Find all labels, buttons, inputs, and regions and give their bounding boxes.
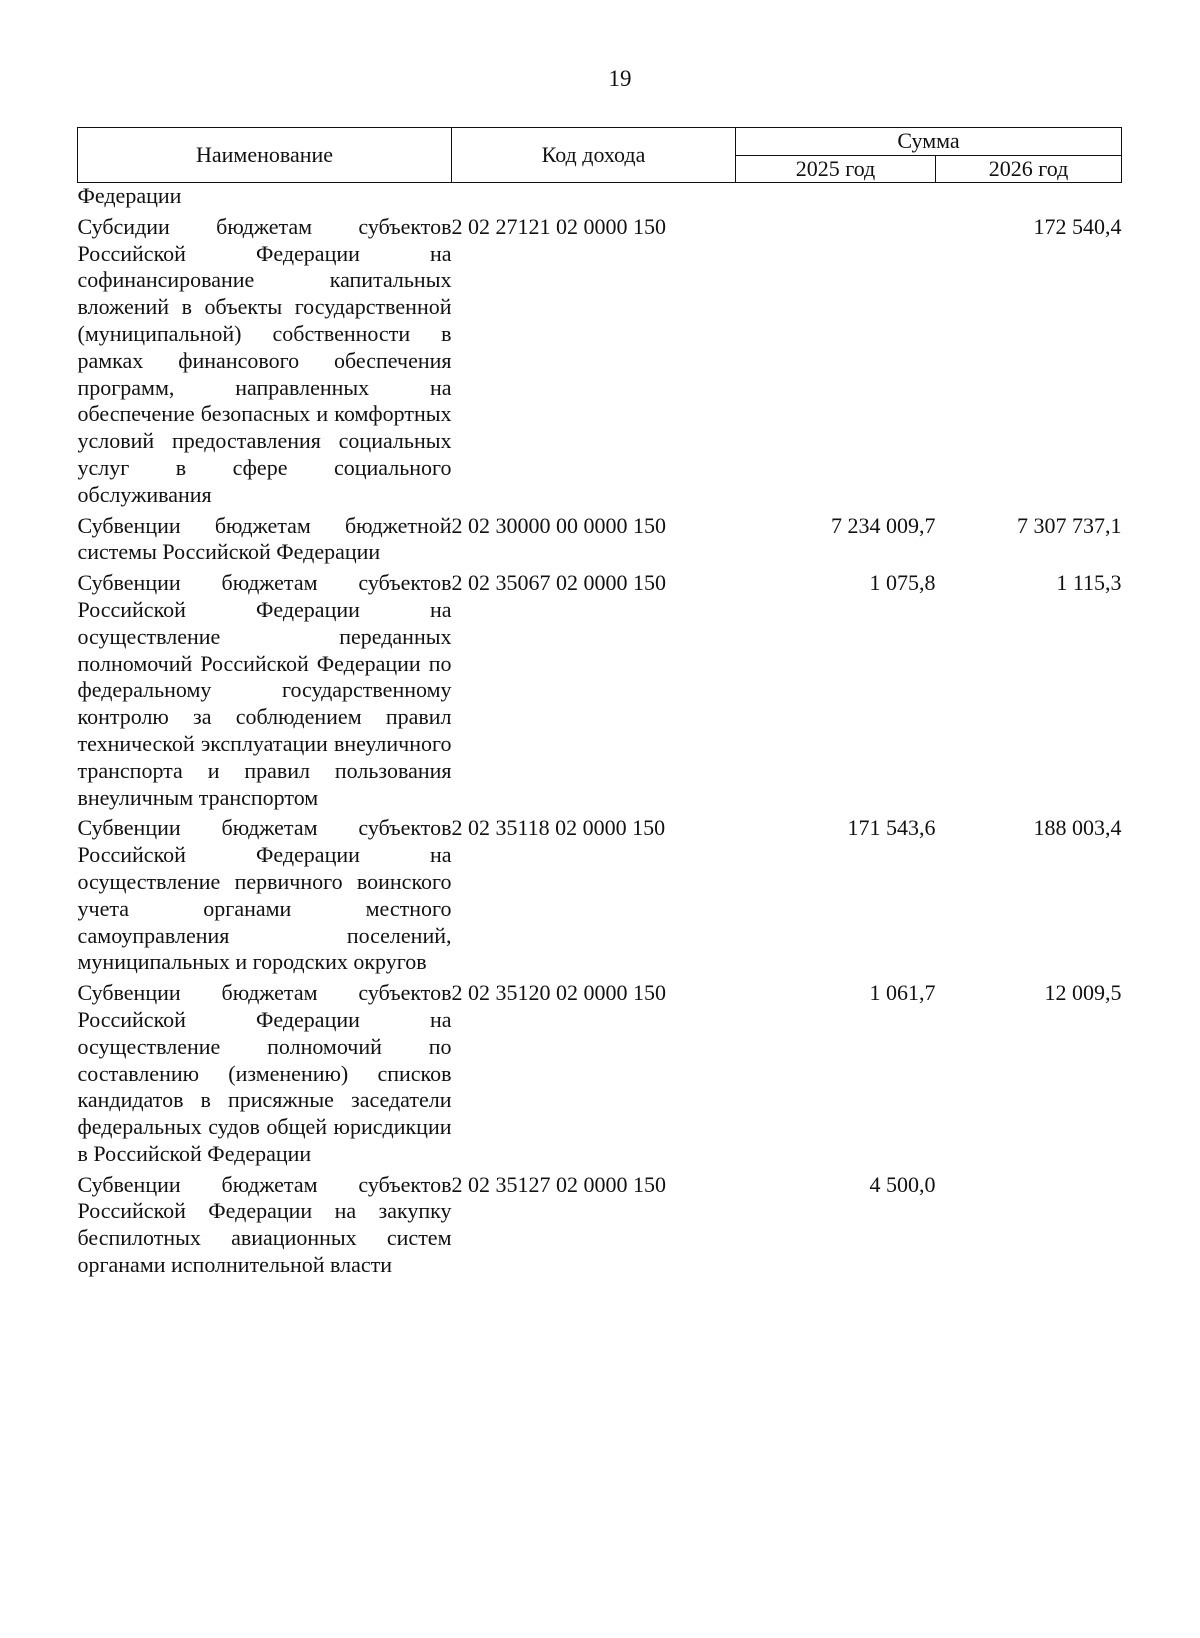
row-code: 2 02 35127 02 0000 150 — [451, 1171, 666, 1197]
row-sum-2025: 4 500,0 — [869, 1171, 936, 1197]
row-sum-2026 — [936, 1172, 1122, 1283]
row-sum-2025: 1 061,7 — [869, 980, 936, 1006]
row-name: Субвенции бюджетам субъектов Российской Федерации на закупку беспилотных авиационных систем органами исполнительной власти — [77, 1171, 452, 1278]
row-code: 2 02 35120 02 0000 150 — [451, 980, 666, 1006]
header-year-2026: 2026 год — [936, 155, 1122, 183]
row-code: 2 02 27121 02 0000 150 — [451, 213, 666, 239]
header-sum: Сумма — [736, 128, 1122, 156]
row-code: 2 02 30000 00 0000 150 — [451, 512, 666, 538]
table-header — [78, 128, 1122, 183]
row-name: Субвенции бюджетам бюджетной системы Российской Федерации — [77, 512, 452, 565]
row-sum-2025: 7 234 009,7 — [831, 512, 936, 538]
row-sum-2026: 1 115,3 — [1056, 570, 1122, 596]
row-name: Субсидии бюджетам субъектов Российской Федерации на софинансирование капитальных вложений в объекты государственной (муниципальной) собственности в рамках финансового обеспечения программ, направленных на обеспечение безопасных и комфортных условий предоставления социальных услуг в сфере социального обслуживания — [77, 213, 452, 507]
row-code: 2 02 35067 02 0000 150 — [451, 570, 666, 596]
header-code: Код дохода — [452, 128, 736, 183]
header-name: Наименование — [78, 128, 452, 183]
row-name: Субвенции бюджетам субъектов Российской Федерации на осуществление полномочий по составлению (изменению) списков кандидатов в присяжные заседатели федеральных судов общей юрисдикции в Российской Федерации — [77, 980, 452, 1166]
row-name: Субвенции бюджетам субъектов Российской Федерации на осуществление переданных полномочий Российской Федерации по федеральному государственному контролю за соблюдением правил технической эксплуатации внеуличного транспорта и правил пользования внеуличным транспортом — [77, 570, 452, 810]
row-sum-2026: 188 003,4 — [1033, 815, 1122, 841]
row-name: Субвенции бюджетам субъектов Российской Федерации на осуществление первичного воинского учета органами местного самоуправления поселений, муниципальных и городских округов — [77, 815, 452, 975]
table-row — [78, 815, 1122, 980]
row-sum-2026: 172 540,4 — [1033, 213, 1122, 239]
continuation-row — [78, 183, 1122, 214]
table-row — [78, 570, 1122, 815]
table-row — [78, 214, 1122, 513]
header-year-2025: 2025 год — [736, 155, 936, 183]
revenue-table — [77, 127, 1122, 1283]
table-row — [78, 980, 1122, 1172]
row-sum-2025: 171 543,6 — [847, 815, 936, 841]
row-sum-2025 — [736, 214, 936, 513]
table-row — [78, 1172, 1122, 1283]
table-row — [78, 513, 1122, 571]
row-sum-2026: 7 307 737,1 — [1017, 512, 1122, 538]
row-sum-2026: 12 009,5 — [1044, 980, 1122, 1006]
row-code: 2 02 35118 02 0000 150 — [451, 815, 666, 841]
page-number: 19 — [608, 66, 632, 91]
row-sum-2025: 1 075,8 — [869, 570, 936, 596]
continuation-text: Федерации — [77, 183, 182, 208]
